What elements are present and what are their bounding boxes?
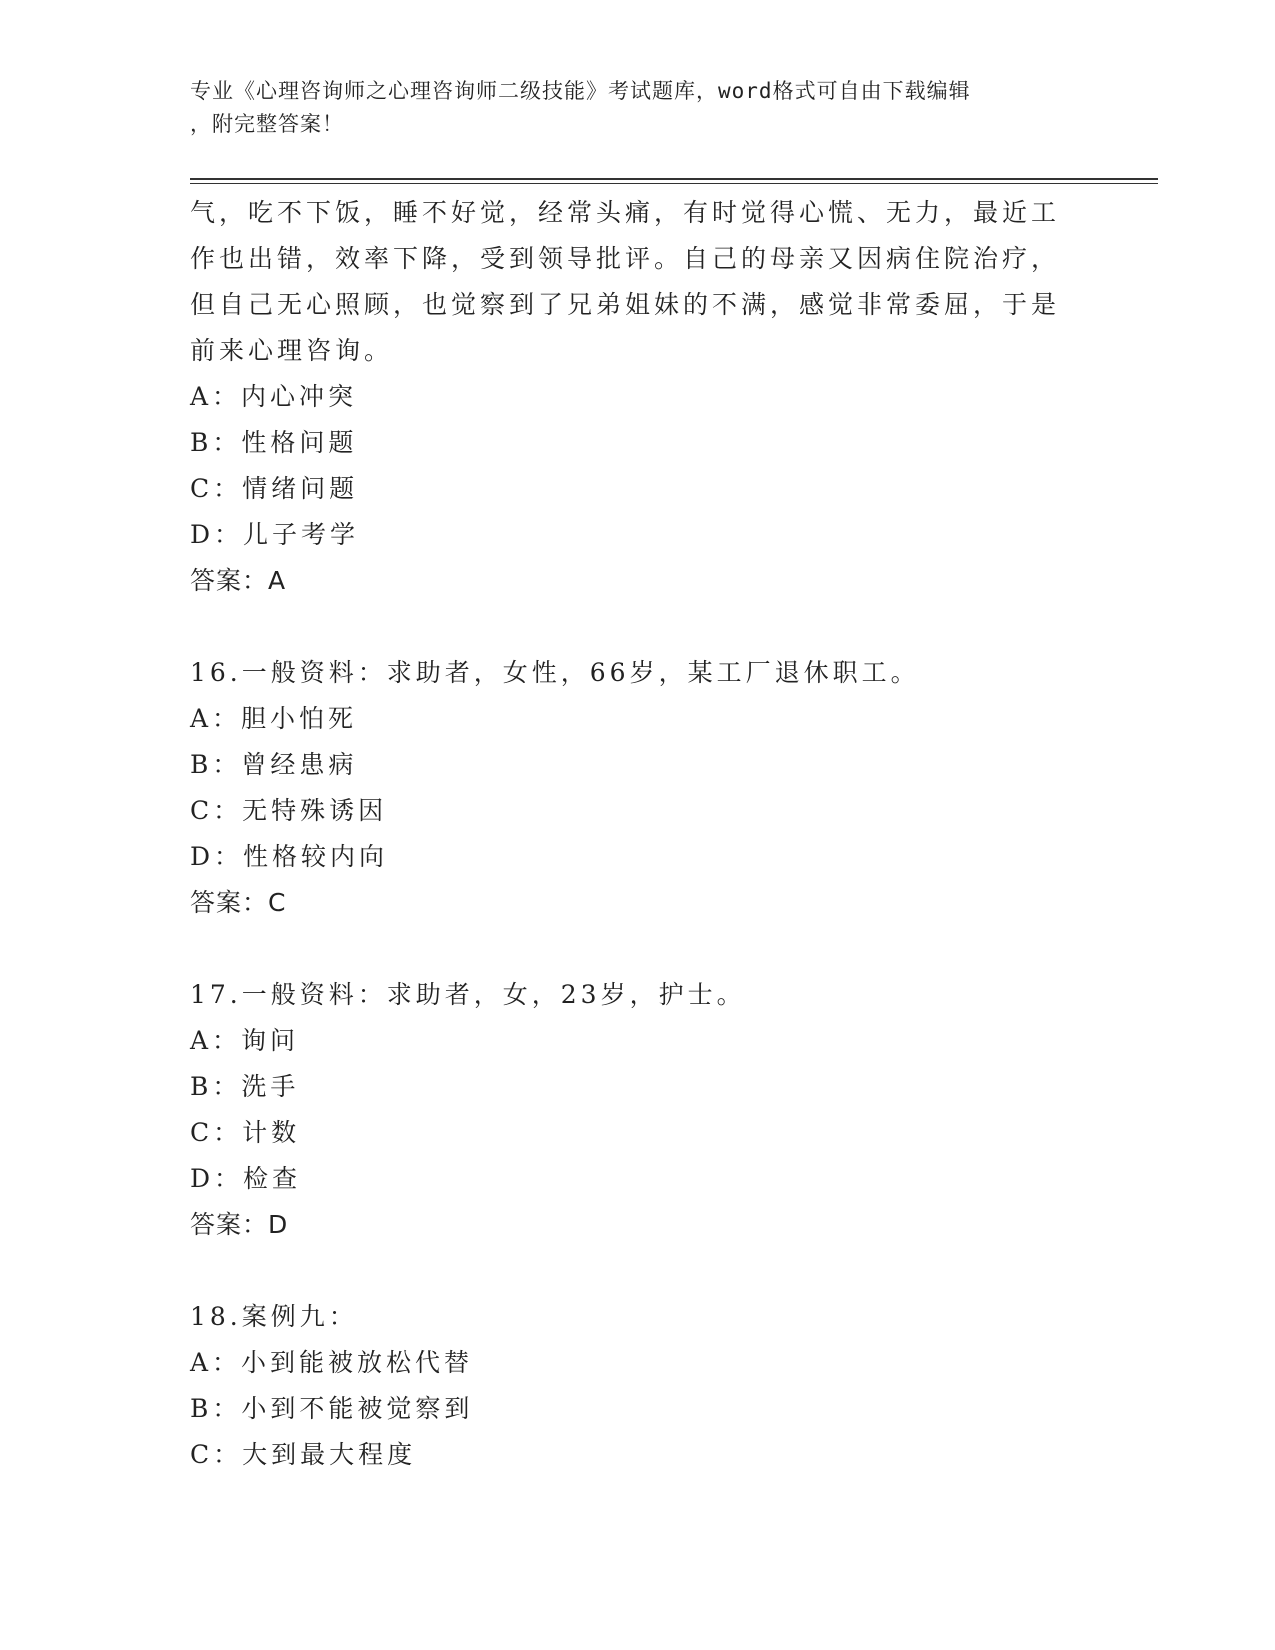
- option-b: B：小到不能被觉察到: [190, 1394, 474, 1423]
- option-b: B：曾经患病: [190, 750, 358, 779]
- question-spacer: [190, 1248, 1090, 1294]
- option-b: B：性格问题: [190, 428, 358, 457]
- question-spacer: [190, 604, 1090, 650]
- header-divider-thick: [190, 178, 1158, 180]
- question-18-text: 18.案例九：: [190, 1302, 358, 1331]
- question-18: [190, 1294, 1090, 1478]
- header-title-line-1: 专业《心理咨询师之心理咨询师二级技能》考试题库，word格式可自由下载编辑: [190, 79, 971, 103]
- question-17-text: 17.一般资料：求助者，女，23岁，护士。: [190, 980, 746, 1009]
- question-text-line: 作也出错，效率下降，受到领导批评。自己的母亲又因病住院治疗，: [190, 244, 1061, 273]
- header-divider-thin: [190, 183, 1158, 184]
- question-17: [190, 972, 1090, 1248]
- question-text-line: 前来心理咨询。: [190, 336, 394, 365]
- question-body: [190, 190, 1090, 1478]
- option-a: A：内心冲突: [190, 382, 358, 411]
- option-c: C：无特殊诱因: [190, 796, 388, 825]
- option-a: A：小到能被放松代替: [190, 1348, 474, 1377]
- question-text-line: 但自己无心照顾，也觉察到了兄弟姐妹的不满，感觉非常委屈，于是: [190, 290, 1061, 319]
- option-c: C：情绪问题: [190, 474, 359, 503]
- header-title-line-2: ，附完整答案！: [190, 112, 344, 136]
- question-15-continuation: [190, 190, 1090, 604]
- question-16-text: 16.一般资料：求助者，女性，66岁，某工厂退休职工。: [190, 658, 920, 687]
- option-d: D：儿子考学: [190, 520, 360, 549]
- question-spacer: [190, 926, 1090, 972]
- answer-line: 答案：D: [190, 1210, 289, 1239]
- option-a: A：询问: [190, 1026, 300, 1055]
- option-c: C：计数: [190, 1118, 301, 1147]
- option-c: C：大到最大程度: [190, 1440, 417, 1469]
- option-d: D：性格较内向: [190, 842, 389, 871]
- option-b: B：洗手: [190, 1072, 300, 1101]
- question-text-line: 气，吃不下饭，睡不好觉，经常头痛，有时觉得心慌、无力，最近工: [190, 198, 1061, 227]
- question-16: [190, 650, 1090, 926]
- page-header: [190, 75, 1090, 141]
- option-a: A：胆小怕死: [190, 704, 358, 733]
- answer-line: 答案：C: [190, 888, 287, 917]
- option-d: D：检查: [190, 1164, 302, 1193]
- answer-line: 答案：A: [190, 566, 287, 595]
